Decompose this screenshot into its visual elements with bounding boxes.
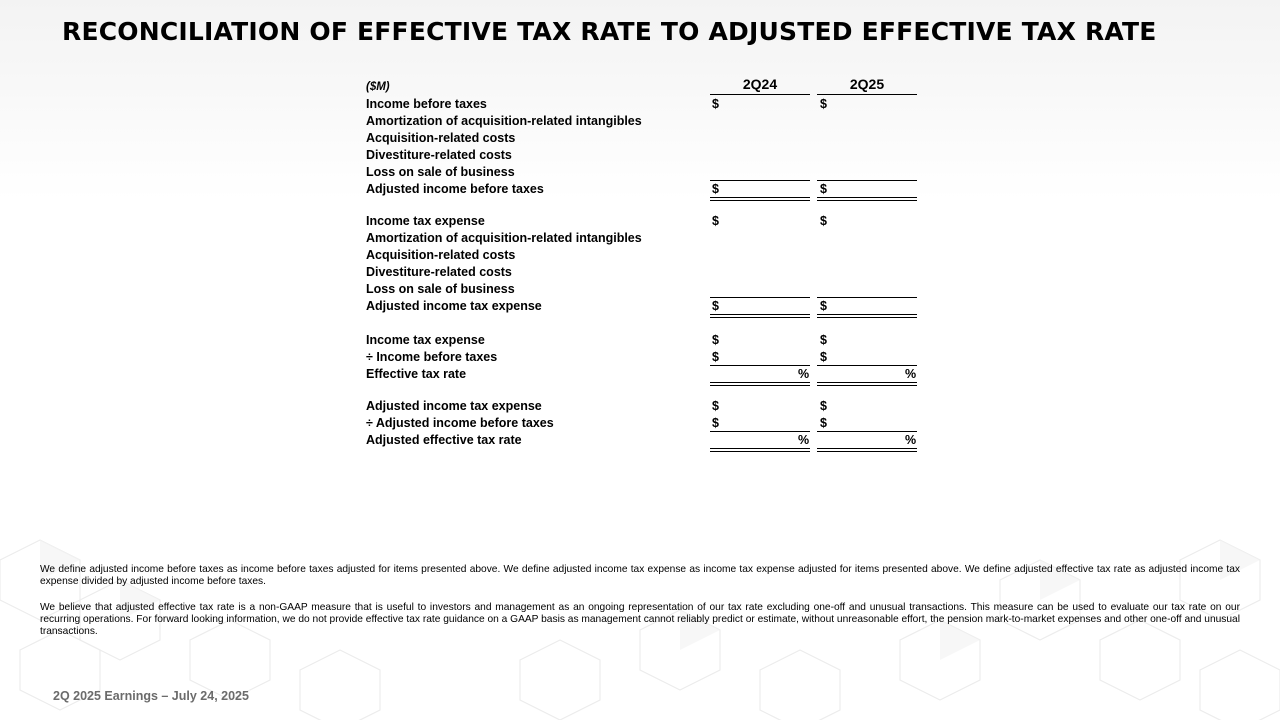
subtotal-rule bbox=[710, 431, 810, 432]
currency-symbol: $ bbox=[820, 214, 827, 228]
footer-text: 2Q 2025 Earnings – July 24, 2025 bbox=[53, 689, 249, 703]
currency-symbol: $ bbox=[712, 350, 719, 364]
percent-symbol: % bbox=[905, 433, 917, 447]
row-label: Acquisition-related costs bbox=[366, 248, 516, 262]
currency-symbol: $ bbox=[820, 97, 827, 111]
currency-symbol: $ bbox=[712, 299, 719, 313]
row-label: Adjusted income tax expense bbox=[366, 399, 542, 413]
row-label: Effective tax rate bbox=[366, 367, 467, 381]
total-double-rule bbox=[817, 314, 917, 318]
page-title: RECONCILIATION OF EFFECTIVE TAX RATE TO ADJUSTED EFFECTIVE TAX RATE bbox=[62, 17, 1157, 46]
row-label: Acquisition-related costs bbox=[366, 131, 516, 145]
row-label: Divestiture-related costs bbox=[366, 148, 512, 162]
row-label: Divestiture-related costs bbox=[366, 265, 512, 279]
subtotal-rule bbox=[817, 297, 917, 298]
currency-symbol: $ bbox=[820, 416, 827, 430]
currency-symbol: $ bbox=[712, 214, 719, 228]
column-header-2q24: 2Q24 bbox=[742, 76, 778, 92]
subtotal-rule bbox=[710, 365, 810, 366]
total-double-rule bbox=[710, 382, 810, 386]
currency-symbol: $ bbox=[820, 333, 827, 347]
currency-symbol: $ bbox=[820, 350, 827, 364]
total-double-rule bbox=[710, 314, 810, 318]
subtotal-rule bbox=[710, 297, 810, 298]
currency-symbol: $ bbox=[712, 399, 719, 413]
row-label: ÷ Adjusted income before taxes bbox=[366, 416, 554, 430]
row-label: Amortization of acquisition-related intangibles bbox=[366, 231, 642, 245]
subtotal-rule bbox=[817, 431, 917, 432]
row-label: Income before taxes bbox=[366, 97, 487, 111]
header-underline bbox=[710, 94, 810, 95]
currency-symbol: $ bbox=[820, 299, 827, 313]
row-label: Adjusted income tax expense bbox=[366, 299, 542, 313]
total-double-rule bbox=[710, 197, 810, 201]
definition-note: We define adjusted income before taxes as income before taxes adjusted for items presented above. We define adjusted income tax expense as income tax expense adjusted for items presented above. We define adjusted effective tax rate as adjusted income tax expense divided by adjusted income before taxes. bbox=[40, 564, 1240, 587]
total-double-rule bbox=[710, 448, 810, 452]
total-double-rule bbox=[817, 382, 917, 386]
subtotal-rule bbox=[817, 180, 917, 181]
column-header-2q25: 2Q25 bbox=[849, 76, 885, 92]
currency-symbol: $ bbox=[820, 182, 827, 196]
currency-symbol: $ bbox=[712, 97, 719, 111]
row-label: Adjusted effective tax rate bbox=[366, 433, 522, 447]
currency-symbol: $ bbox=[712, 182, 719, 196]
currency-symbol: $ bbox=[820, 399, 827, 413]
unit-label: ($M) bbox=[366, 81, 390, 93]
percent-symbol: % bbox=[798, 367, 810, 381]
row-label: Income tax expense bbox=[366, 333, 485, 347]
total-double-rule bbox=[817, 197, 917, 201]
currency-symbol: $ bbox=[712, 416, 719, 430]
row-label: Loss on sale of business bbox=[366, 165, 515, 179]
row-label: Adjusted income before taxes bbox=[366, 182, 544, 196]
subtotal-rule bbox=[710, 180, 810, 181]
header-underline bbox=[817, 94, 917, 95]
currency-symbol: $ bbox=[712, 333, 719, 347]
non-gaap-note: We believe that adjusted effective tax rate is a non-GAAP measure that is useful to investors and management as an ongoing representation of our tax rate excluding one-off and unusual transactions. This measure can be used to evaluate our tax rate on our recurring operations. For forward looking information, we do not provide effective tax rate guidance on a GAAP basis as management cannot reliably predict or estimate, without unreasonable effort, the pension mark-to-market expenses and other one-off and unusual transactions. bbox=[40, 602, 1240, 637]
row-label: ÷ Income before taxes bbox=[366, 350, 498, 364]
row-label: Income tax expense bbox=[366, 214, 485, 228]
total-double-rule bbox=[817, 448, 917, 452]
percent-symbol: % bbox=[798, 433, 810, 447]
subtotal-rule bbox=[817, 365, 917, 366]
percent-symbol: % bbox=[905, 367, 917, 381]
row-label: Loss on sale of business bbox=[366, 282, 515, 296]
row-label: Amortization of acquisition-related intangibles bbox=[366, 114, 642, 128]
